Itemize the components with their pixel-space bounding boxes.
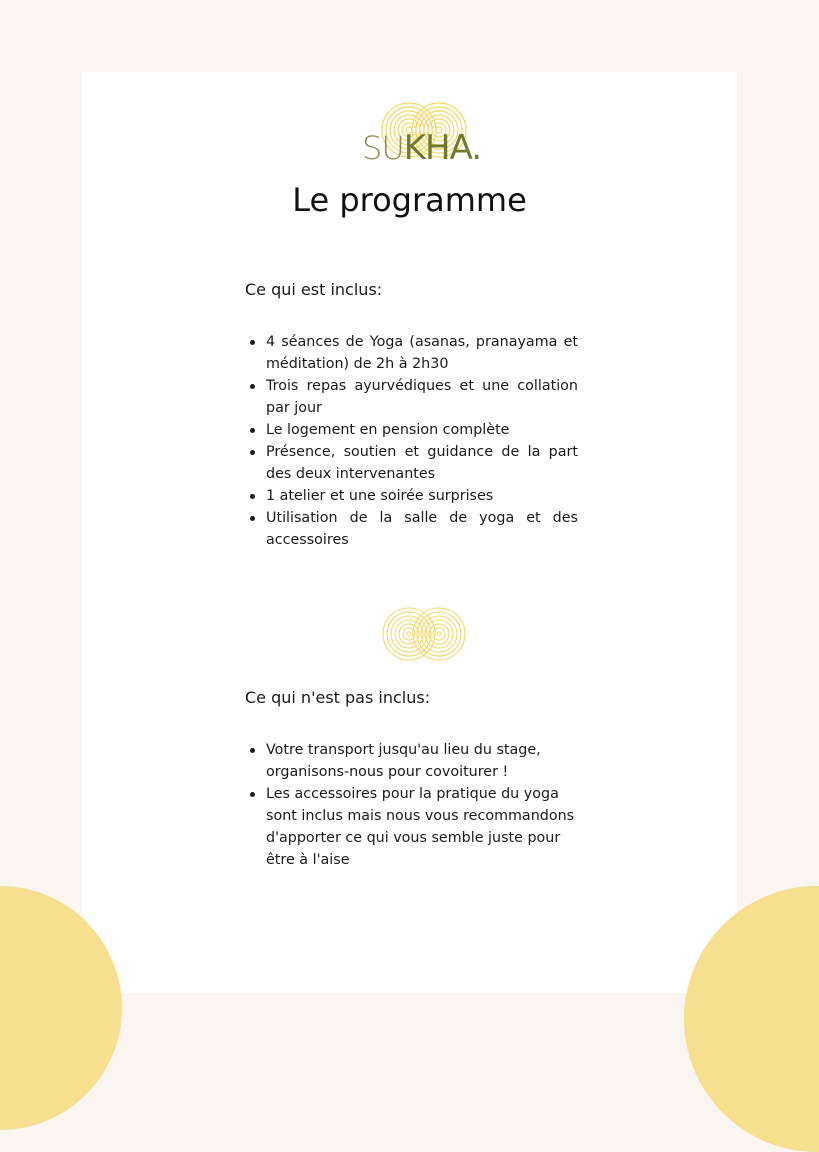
sukha-logo [362, 100, 492, 172]
list-item: Le logement en pension complète [245, 419, 578, 441]
concentric-circles-icon [381, 604, 467, 664]
list-item: Utilisation de la salle de yoga et des accessoires [245, 507, 578, 551]
logo-wordmark-part2: KHA. [403, 128, 482, 168]
list-item: 4 séances de Yoga (asanas, pranayama et méditation) de 2h à 2h30 [245, 331, 578, 375]
included-heading: Ce qui est inclus: [245, 280, 383, 299]
divider-ornament [381, 604, 467, 668]
included-list [245, 331, 578, 551]
logo-wordmark [362, 128, 481, 168]
not-included-list [245, 739, 578, 871]
list-item: Votre transport jusqu'au lieu du stage, organisons-nous pour covoiturer ! [245, 739, 578, 783]
list-item: Les accessoires pour la pratique du yoga sont inclus mais nous vous recommandons d'apporter ce qui vous semble juste pour être à l'aise [245, 783, 578, 871]
page-title: Le programme [292, 181, 527, 219]
list-item: 1 atelier et une soirée surprises [245, 485, 578, 507]
not-included-heading: Ce qui n'est pas inclus: [245, 688, 431, 707]
logo-wordmark-part1: SU [362, 129, 404, 167]
list-item: Présence, soutien et guidance de la part des deux intervenantes [245, 441, 578, 485]
list-item: Trois repas ayurvédiques et une collation par jour [245, 375, 578, 419]
